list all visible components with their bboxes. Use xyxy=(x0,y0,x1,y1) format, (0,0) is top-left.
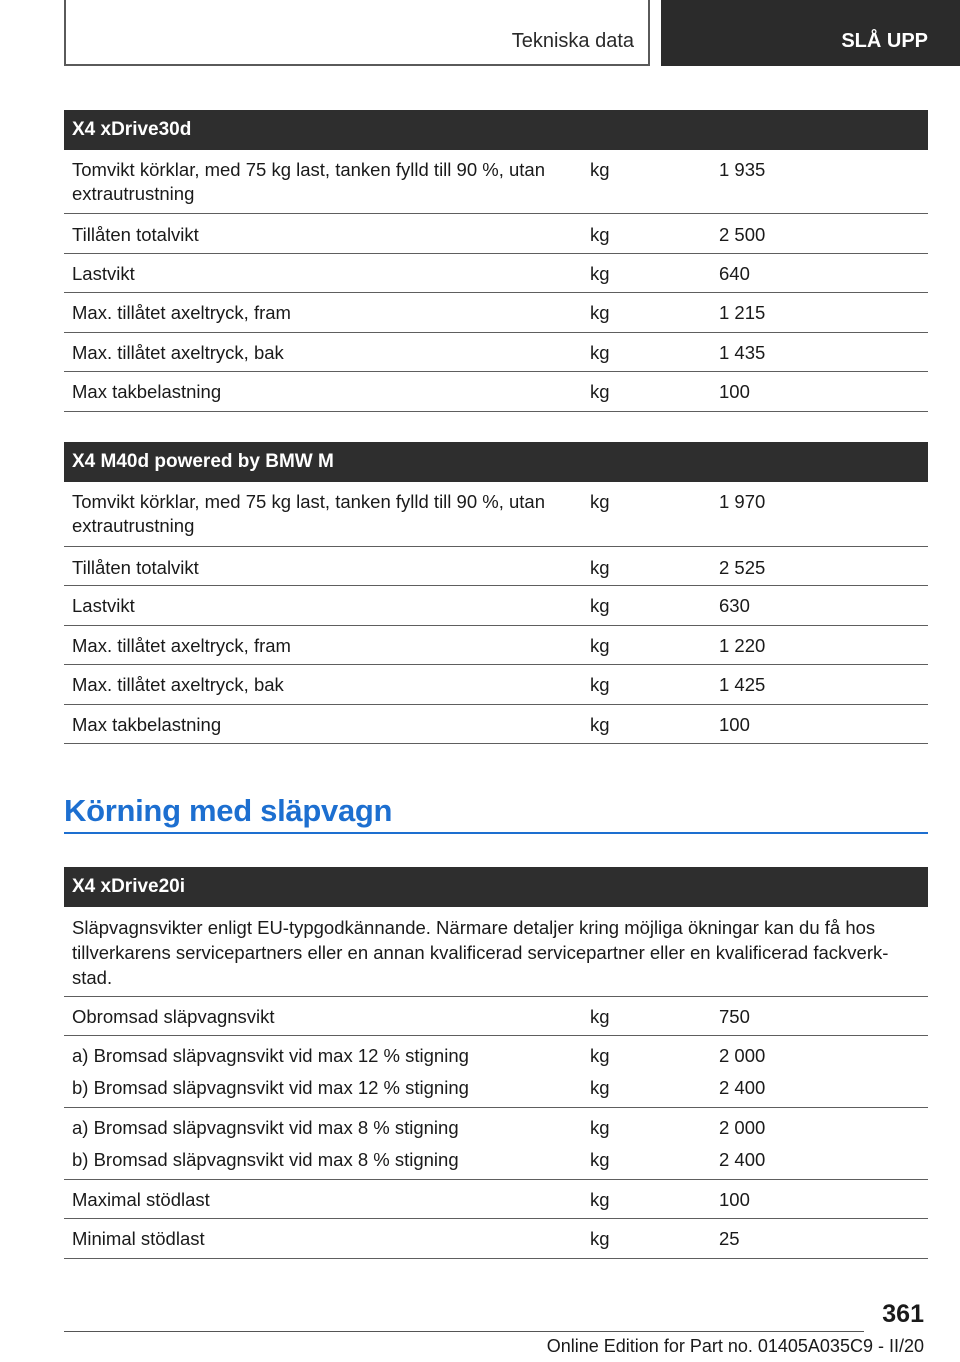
row-value: 2 400 xyxy=(719,1149,766,1170)
row-value: 630 xyxy=(719,595,750,616)
row-unit: kg xyxy=(590,635,610,656)
table-row xyxy=(64,665,928,705)
row-value: 2 400 xyxy=(719,1077,766,1098)
table-note-row xyxy=(64,907,928,997)
table-row xyxy=(64,293,928,333)
row-unit: kg xyxy=(590,557,610,578)
row-value: 2 500 xyxy=(719,224,766,245)
towing-note: Släpvagnsvikter enligt EU-typgodkännande. Närmare detaljer kring möjliga ökningar kan du få hos tillverkarens servicepartners eller en annan kvalificerad servicepartner eller en kvalificerad fackverkstad. xyxy=(72,917,889,988)
row-unit: kg xyxy=(590,381,610,402)
row-value: 1 220 xyxy=(719,635,766,656)
section-title: Körning med släpvagn xyxy=(64,792,928,834)
row-label: Lastvikt xyxy=(72,595,135,616)
table-row xyxy=(64,254,928,293)
row-label: a) Bromsad släpvagnsvikt vid max 8 % stigning xyxy=(72,1117,459,1138)
row-unit: kg xyxy=(590,1045,610,1066)
row-label: Tillåten totalvikt xyxy=(72,224,199,245)
row-unit: kg xyxy=(590,1228,610,1249)
table-row xyxy=(64,626,928,665)
chapter-tab-label: Tekniska data xyxy=(511,30,634,52)
row-value: 2 000 xyxy=(719,1045,766,1066)
row-label: b) Bromsad släpvagnsvikt vid max 8 % stigning xyxy=(72,1149,459,1170)
spec-table-towing-x4-xdrive20i xyxy=(64,867,928,1259)
row-label: Obromsad släpvagnsvikt xyxy=(72,1006,275,1027)
row-unit: kg xyxy=(590,263,610,284)
row-label: Tomvikt körklar, med 75 kg last, tanken fylld till 90 %, utan extrautrustning xyxy=(72,159,545,204)
row-unit: kg xyxy=(590,674,610,695)
table-row xyxy=(64,1219,928,1259)
table-row xyxy=(64,1108,928,1180)
row-unit: kg xyxy=(590,342,610,363)
row-label: Tillåten totalvikt xyxy=(72,557,199,578)
row-value: 750 xyxy=(719,1006,750,1027)
table-row xyxy=(64,482,928,547)
row-unit: kg xyxy=(590,159,610,180)
row-unit: kg xyxy=(590,1189,610,1210)
row-value: 2 000 xyxy=(719,1117,766,1138)
spec-table-x4-xdrive30d xyxy=(64,110,928,412)
row-value: 25 xyxy=(719,1228,740,1249)
row-label: Maximal stödlast xyxy=(72,1189,210,1210)
row-unit: kg xyxy=(590,1077,610,1098)
row-label: Max takbelastning xyxy=(72,381,222,402)
row-value: 1 970 xyxy=(719,491,766,512)
table-row xyxy=(64,214,928,254)
row-value: 2 525 xyxy=(719,557,766,578)
row-value: 1 425 xyxy=(719,674,766,695)
row-label: Max. tillåtet axeltryck, fram xyxy=(72,635,291,656)
row-value: 1 935 xyxy=(719,159,766,180)
fold-out-button[interactable] xyxy=(661,0,960,66)
row-label: Tomvikt körklar, med 75 kg last, tanken fylld till 90 %, utan extrautrustning xyxy=(72,491,545,536)
table-row xyxy=(64,705,928,744)
row-label: Max. tillåtet axeltryck, fram xyxy=(72,302,291,323)
row-label: Max. tillåtet axeltryck, bak xyxy=(72,674,284,695)
row-label: a) Bromsad släpvagnsvikt vid max 12 % stigning xyxy=(72,1045,469,1066)
fold-out-button-label: SLÅ UPP xyxy=(841,30,928,52)
row-unit: kg xyxy=(590,595,610,616)
row-unit: kg xyxy=(590,1149,610,1170)
table-row xyxy=(64,586,928,626)
row-value: 1 215 xyxy=(719,302,766,323)
row-value: 640 xyxy=(719,263,750,284)
table-title: X4 M40d powered by BMW M xyxy=(64,442,928,482)
chapter-tab[interactable] xyxy=(64,0,650,66)
table-row xyxy=(64,547,928,586)
page-number: 361 xyxy=(882,1300,924,1328)
table-title: X4 xDrive20i xyxy=(64,867,928,907)
spec-table-x4-m40d xyxy=(64,442,928,744)
row-unit: kg xyxy=(590,1117,610,1138)
table-row xyxy=(64,1180,928,1219)
row-label: Max. tillåtet axeltryck, bak xyxy=(72,342,284,363)
row-value: 100 xyxy=(719,714,750,735)
row-unit: kg xyxy=(590,491,610,512)
edition-note: Online Edition for Part no. 01405A035C9 - II/20 xyxy=(546,1336,924,1356)
table-row xyxy=(64,997,928,1036)
row-value: 100 xyxy=(719,1189,750,1210)
footer-divider xyxy=(64,1331,864,1332)
table-row xyxy=(64,1036,928,1108)
table-title: X4 xDrive30d xyxy=(64,110,928,150)
row-unit: kg xyxy=(590,224,610,245)
row-label: Lastvikt xyxy=(72,263,135,284)
row-value: 100 xyxy=(719,381,750,402)
table-row xyxy=(64,372,928,412)
table-row xyxy=(64,150,928,214)
row-unit: kg xyxy=(590,714,610,735)
row-label: b) Bromsad släpvagnsvikt vid max 12 % stigning xyxy=(72,1077,469,1098)
row-unit: kg xyxy=(590,1006,610,1027)
row-unit: kg xyxy=(590,302,610,323)
table-row xyxy=(64,333,928,372)
row-label: Minimal stödlast xyxy=(72,1228,205,1249)
row-value: 1 435 xyxy=(719,342,766,363)
row-label: Max takbelastning xyxy=(72,714,222,735)
